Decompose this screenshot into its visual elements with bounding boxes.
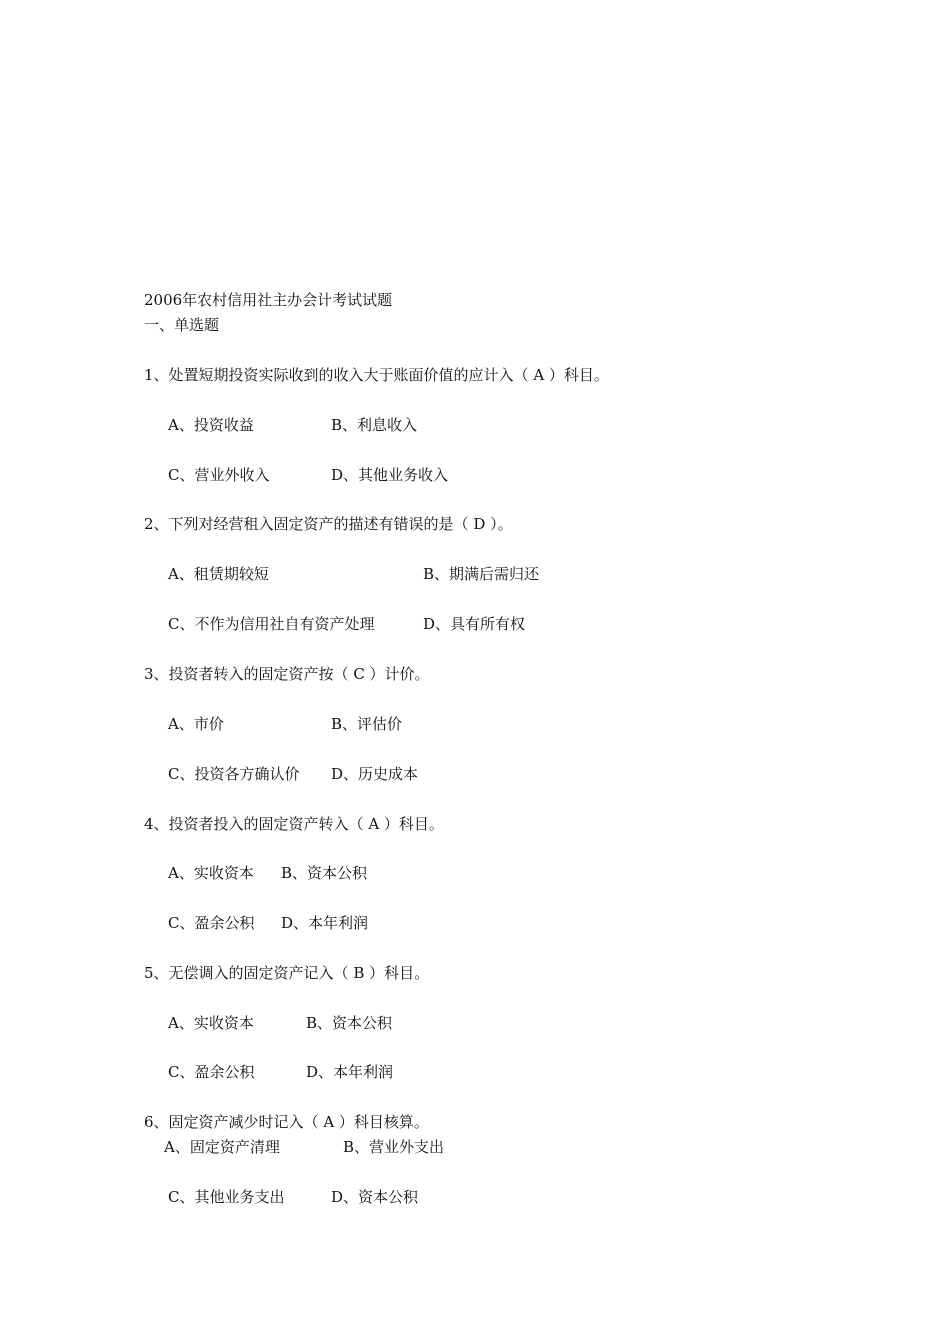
option-c: C、其他业务支出: [168, 1188, 285, 1206]
question-stem: 4、投资者投入的固定资产转入（ A ）科目。: [144, 815, 444, 833]
option-b: B、资本公积: [306, 1014, 393, 1032]
option-b: B、期满后需归还: [423, 565, 540, 583]
option-d: D、资本公积: [331, 1188, 419, 1206]
option-d: D、历史成本: [331, 765, 419, 783]
option-a: A、固定资产清理: [164, 1138, 280, 1156]
question-stem: 2、下列对经营租入固定资产的描述有错误的是（ D ）。: [144, 515, 513, 533]
option-d: D、具有所有权: [423, 615, 526, 633]
option-d: D、本年利润: [306, 1063, 394, 1081]
question-stem: 1、处置短期投资实际收到的收入大于账面价值的应计入（ A ）科目。: [144, 366, 609, 384]
option-a: A、实收资本: [168, 1014, 254, 1032]
option-c: C、盈余公积: [168, 1063, 255, 1081]
option-c: C、盈余公积: [168, 914, 255, 932]
document-title: 2006年农村信用社主办会计考试试题: [144, 291, 393, 309]
option-a: A、投资收益: [168, 416, 254, 434]
section-heading: 一、单选题: [144, 316, 220, 334]
option-b: B、评估价: [331, 715, 403, 733]
option-b: B、资本公积: [281, 864, 368, 882]
question-stem: 6、固定资产减少时记入（ A ）科目核算。: [144, 1113, 429, 1131]
option-c: C、投资各方确认价: [168, 765, 300, 783]
option-b: B、营业外支出: [343, 1138, 445, 1156]
option-c: C、不作为信用社自有资产处理: [168, 615, 375, 633]
question-stem: 5、无偿调入的固定资产记入（ B ）科目。: [144, 964, 430, 982]
option-b: B、利息收入: [331, 416, 418, 434]
option-c: C、营业外收入: [168, 466, 270, 484]
option-a: A、市价: [168, 715, 224, 733]
option-a: A、租赁期较短: [168, 565, 269, 583]
option-a: A、实收资本: [168, 864, 254, 882]
option-d: D、其他业务收入: [331, 466, 449, 484]
question-stem: 3、投资者转入的固定资产按（ C ）计价。: [144, 665, 430, 683]
option-d: D、本年利润: [281, 914, 369, 932]
